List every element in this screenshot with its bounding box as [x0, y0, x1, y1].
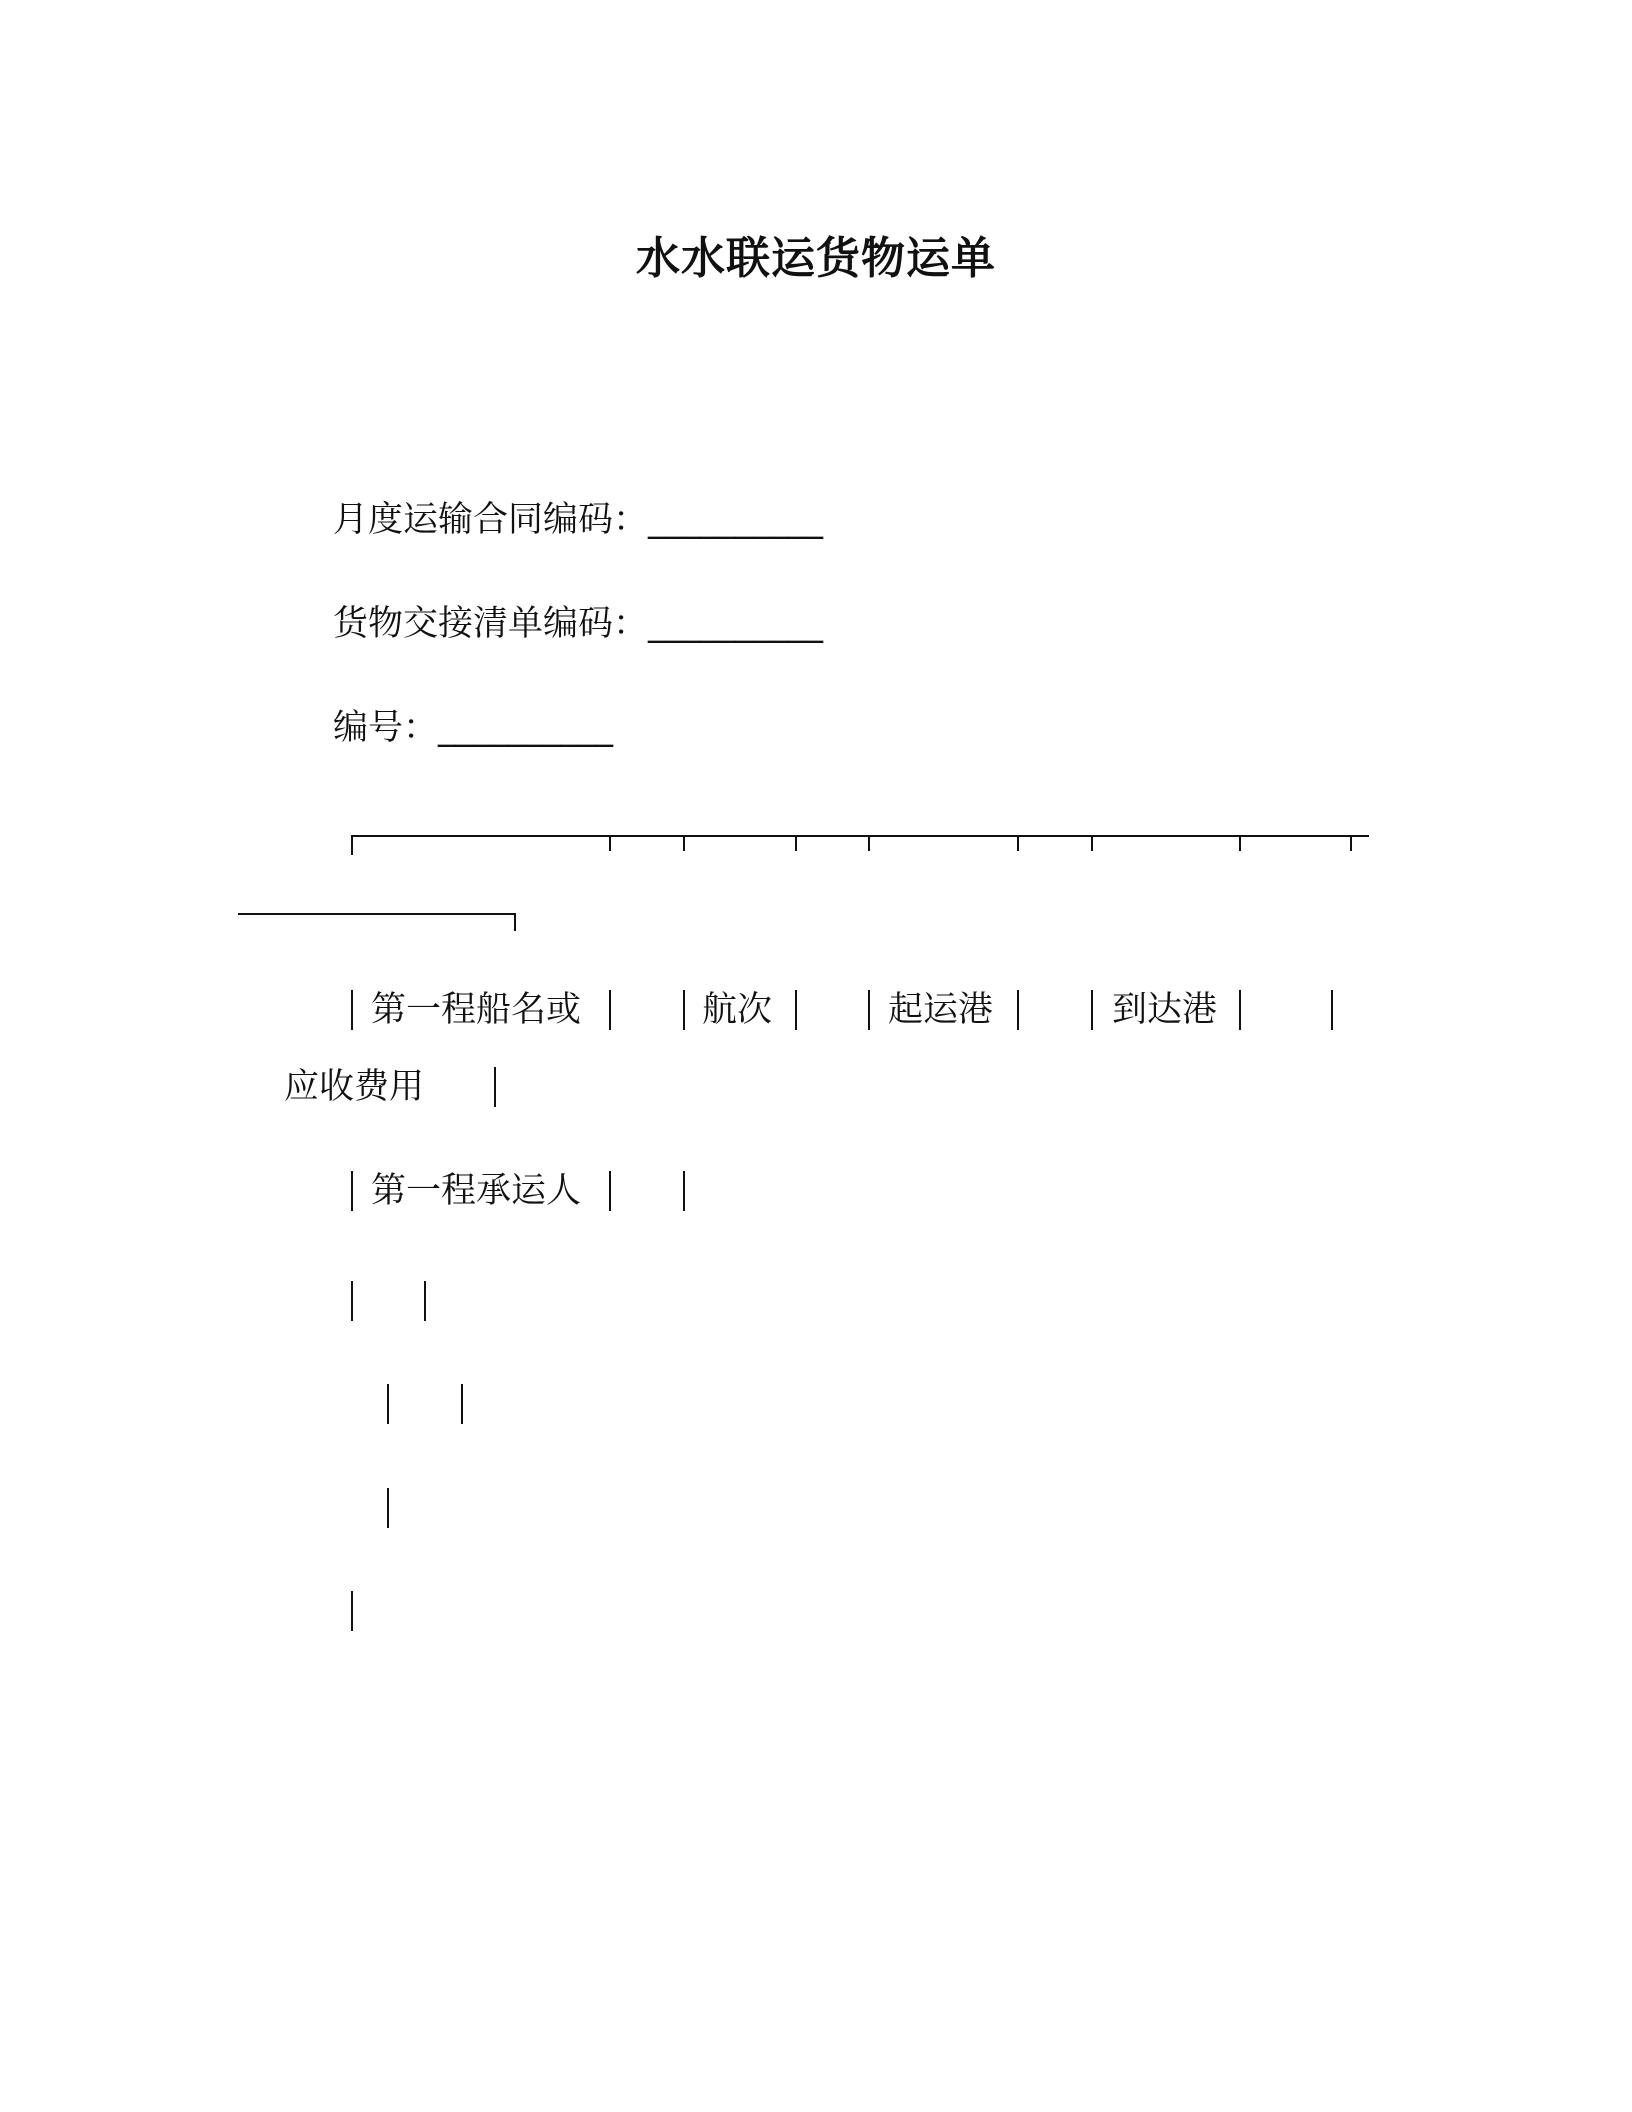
field-number [333, 708, 613, 748]
header-cell-arrival-port: 到达港 [1112, 990, 1218, 1030]
field-handover-list-code [333, 604, 823, 644]
field-blank: __________ [648, 500, 824, 540]
field-contract-code [333, 500, 823, 540]
header-cell-voyage: 航次 [702, 990, 773, 1030]
header-cell-departure-port: 起运港 [888, 990, 994, 1030]
field-label: 编号： [333, 708, 439, 748]
field-label: 货物交接清单编码： [333, 604, 649, 644]
fee-label: 应收费用 [284, 1067, 425, 1107]
document-title: 水水联运货物运单 [636, 233, 996, 284]
header-cell-ship-name: 第一程船名或 [371, 990, 582, 1030]
field-label: 月度运输合同编码： [333, 500, 649, 540]
field-blank: __________ [438, 708, 614, 748]
field-blank: __________ [648, 604, 824, 644]
carrier-label: 第一程承运人 [371, 1171, 582, 1211]
